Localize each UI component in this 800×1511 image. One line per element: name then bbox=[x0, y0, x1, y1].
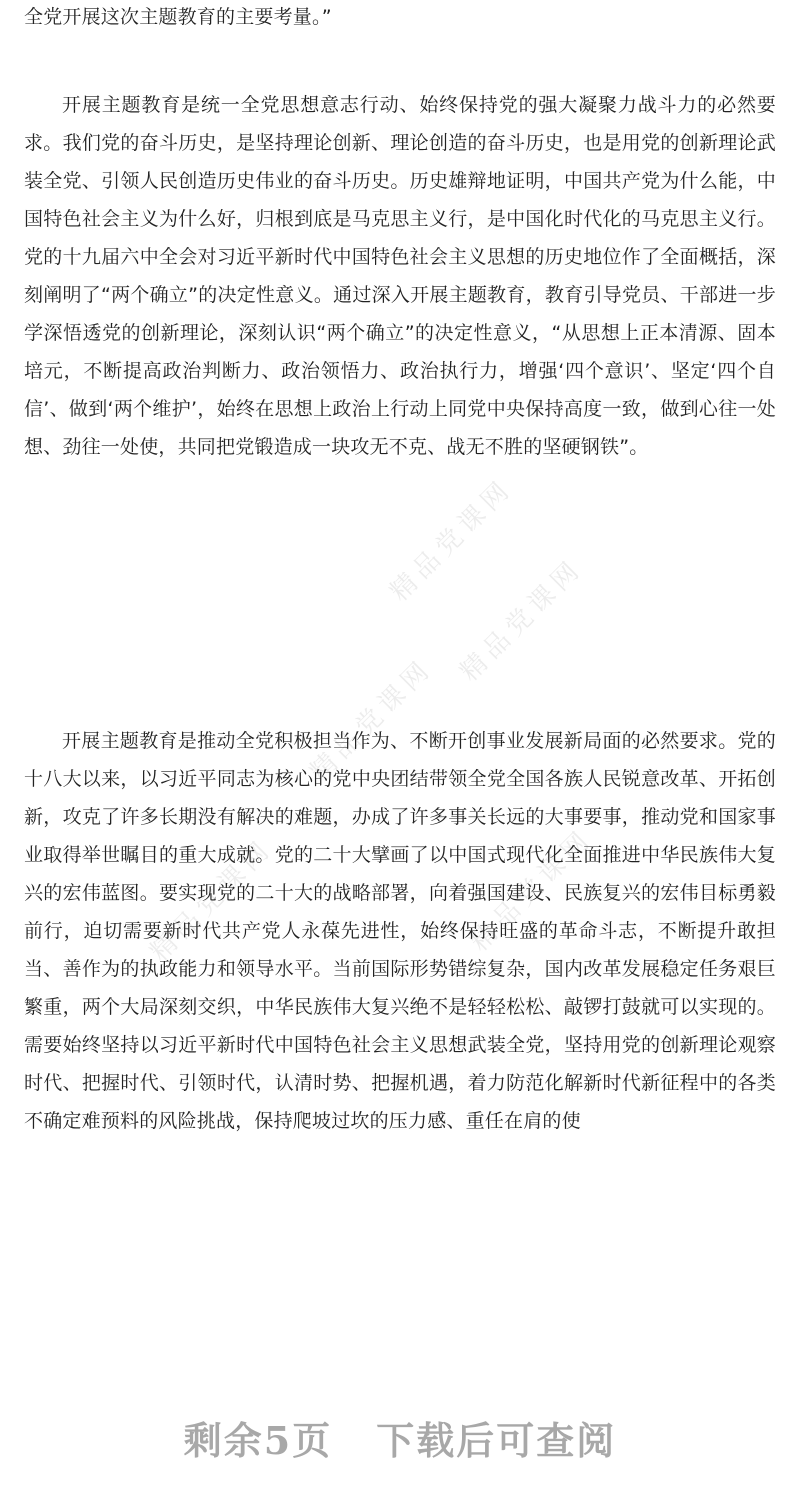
paragraph: 开展主题教育是统一全党思想意志行动、始终保持党的强大凝聚力战斗力的必然要求。我们党的奋斗历史，是坚持理论创新、理论创造的奋斗历史，也是用党的创新理论武装全党、引领人民创造历史伟业的奋斗历史。历史雄辩地证明，中国共产党为什么能，中国特色社会主义为什么好，归根到底是马克思主义行，是中国化时代化的马克思主义行。党的十九届六中全会对习近平新时代中国特色社会主义思想的历史地位作了全面概括，深刻阐明了“两个确立”的决定性意义。通过深入开展主题教育，教育引导党员、干部进一步学深悟透党的创新理论，深刻认识“两个确立”的决定性意义，“从思想上正本清源、固本培元，不断提高政治判断力、政治领悟力、政治执行力，增强‘四个意识’、坚定‘四个自信’、做到‘两个维护’，始终在思想上政治上行动上同党中央保持高度一致，做到心往一处想、劲往一处使，共同把党锻造成一块攻无不克、战无不胜的坚硬钢铁”。 bbox=[24, 94, 776, 458]
lead-line: 全党开展这次主题教育的主要考量。” bbox=[24, 6, 332, 28]
watermark: 精品党课网 bbox=[454, 553, 589, 688]
watermark: 精品党课网 bbox=[144, 833, 279, 968]
paragraph: 开展主题教育是推动全党积极担当作为、不断开创事业发展新局面的必然要求。党的十八大以来，以习近平同志为核心的党中央团结带领全党全国各族人民锐意改革、开拓创新，攻克了许多长期没有解决的难题，办成了许多事关长远的大事要事，推动党和国家事业取得举世瞩目的重大成就。党的二十大擘画了以中国式现代化全面推进中华民族伟大复兴的宏伟蓝图。要实现党的二十大的战略部署，向着强国建设、民族复兴的宏伟目标勇毅前行，迫切需要新时代共产党人永葆先进性，始终保持旺盛的革命斗志，不断提升敢担当、善作为的执政能力和领导水平。当前国际形势错综复杂，国内改革发展稳定任务艰巨繁重，两个大局深刻交织，中华民族伟大复兴绝不是轻轻松松、敲锣打鼓就可以实现的。需要始终坚持以习近平新时代中国特色社会主义思想武装全党，坚持用党的创新理论观察时代、把握时代、引领时代，认清时势、把握机遇，着力防范化解新时代新征程中的各类不确定难预料的风险挑战，保持爬坡过坎的压力感、重任在肩的使 bbox=[24, 730, 776, 1132]
download-banner[interactable] bbox=[0, 1410, 800, 1465]
watermark: 精品党课网 bbox=[384, 473, 519, 608]
watermark: 精品党课网 bbox=[304, 653, 439, 788]
remaining-pages-label: 剩余5页 bbox=[183, 1418, 333, 1463]
download-hint-label[interactable]: 下载后可查阅 bbox=[376, 1418, 617, 1463]
watermark: 精品党课网 bbox=[464, 823, 599, 958]
